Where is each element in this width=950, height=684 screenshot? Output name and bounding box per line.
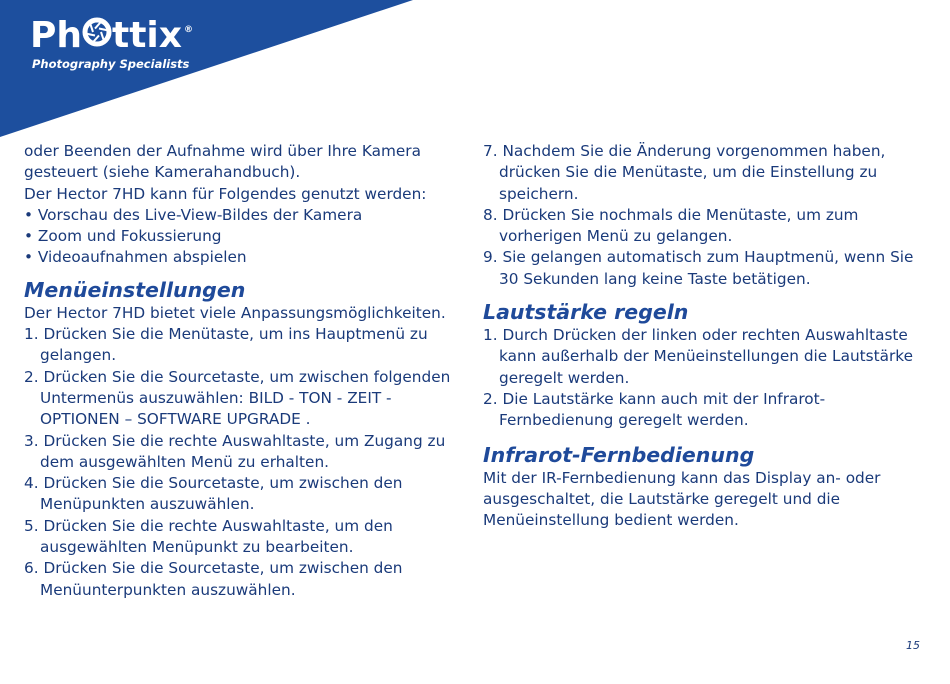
menu-settings-heading: Menüeinstellungen (24, 277, 246, 302)
logo-wordmark (30, 15, 193, 56)
bullet-item: • Videoaufnahmen abspielen (24, 248, 247, 267)
menu-step: 7. Nachdem Sie die Änderung vorgenommen haben, drücken Sie die Menütaste, um die Einstellung zu speichern. (483, 142, 886, 203)
logo-text: Ph ttix (30, 15, 182, 56)
bullet-item: • Vorschau des Live-View-Bildes der Kamera (24, 205, 363, 224)
menu-step: 8. Drücken Sie nochmals die Menütaste, um zum vorherigen Menü zu gelangen. (483, 205, 859, 246)
intro-line: oder Beenden der Aufnahme wird über Ihre Kamera (24, 142, 421, 160)
volume-step: 2. Die Lautstärke kann auch mit der Infrarot-Fernbedienung geregelt werden. (483, 389, 826, 430)
remote-heading: Infrarot-Fernbedienung (483, 442, 755, 467)
menu-step: 5. Drücken Sie die rechte Auswahltaste, um den ausgewählten Menüpunkt zu bearbeiten. (24, 516, 393, 557)
menu-step: 2. Drücken Sie die Sourcetaste, um zwischen folgenden Untermenüs auszuwählen: BILD - TON - ZEIT - OPTIONEN – SOFTWARE UPGRADE . (24, 367, 451, 429)
menu-step: 6. Drücken Sie die Sourcetaste, um zwischen den Menüunterpunkten auszuwählen. (24, 559, 403, 599)
menu-step: 1. Drücken Sie die Menütaste, um ins Hauptmenü zu gelangen. (24, 325, 428, 365)
right-column (483, 141, 933, 531)
left-column (24, 141, 464, 601)
menu-step: 3. Drücken Sie die rechte Auswahltaste, um Zugang zu dem ausgewählten Menü zu erhalten. (24, 431, 446, 471)
registered-mark: ® (184, 24, 193, 35)
aperture-icon (82, 17, 112, 47)
intro-line: Der Hector 7HD kann für Folgendes genutzt werden: (24, 184, 427, 203)
bullet-item: • Zoom und Fokussierung (24, 227, 222, 246)
menu-step: 9. Sie gelangen automatisch zum Hauptmenü, wenn Sie 30 Sekunden lang keine Taste betätigen. (483, 248, 914, 288)
intro-line: gesteuert (siehe Kamerahandbuch). (24, 163, 301, 182)
volume-heading: Lautstärke regeln (483, 300, 689, 325)
brand-logo (30, 15, 193, 71)
remote-text: Mit der IR-Fernbedienung kann das Display an- oder ausgeschaltet, die Lautstärke geregelt und die Menüeinstellung bedient werden. (483, 468, 881, 530)
logo-tagline: Photography Specialists (32, 57, 190, 71)
page-number: 15 (906, 639, 920, 652)
volume-step: 1. Durch Drücken der linken oder rechten Auswahltaste kann außerhalb der Menüeinstellungen die Lautstärke geregelt werden. (483, 326, 913, 387)
menu-intro: Der Hector 7HD bietet viele Anpassungsmöglichkeiten. (24, 303, 446, 322)
menu-step: 4. Drücken Sie die Sourcetaste, um zwischen den Menüpunkten auszuwählen. (24, 474, 403, 514)
